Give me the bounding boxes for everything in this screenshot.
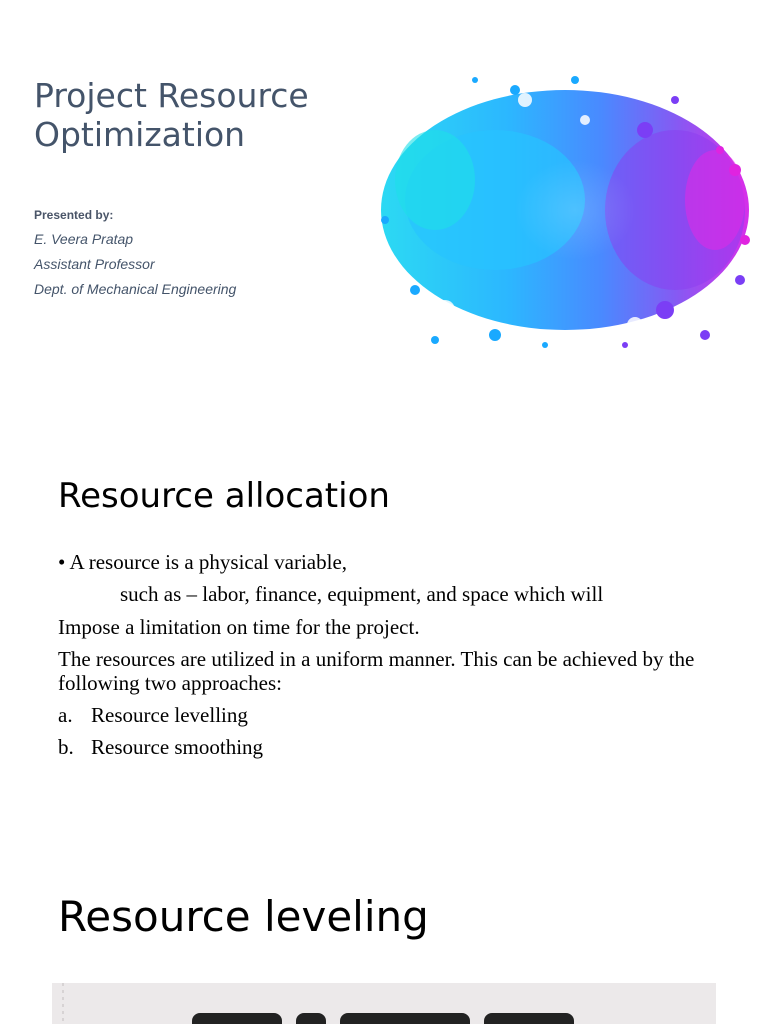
- title-line-1: Project Resource: [34, 76, 309, 115]
- list-item: [58, 703, 728, 727]
- list-text: Resource smoothing: [91, 735, 264, 759]
- list-marker: b.: [58, 735, 74, 759]
- body-line-4: The resources are utilized in a uniform manner. This can be achieved by the following two approaches:: [58, 647, 695, 695]
- body-line-2: such as – labor, finance, equipment, and space which will: [120, 582, 604, 606]
- list-text: Resource levelling: [91, 703, 248, 727]
- title-slide: [0, 0, 768, 410]
- embedded-image-panel: [52, 983, 716, 1024]
- body-line-3: Impose a limitation on time for the project.: [58, 615, 420, 639]
- panel-edge: [62, 983, 64, 1024]
- slide-heading: Resource leveling: [58, 892, 429, 941]
- title-line-2: Optimization: [34, 115, 246, 154]
- presenter-name: E. Veera Pratap: [34, 231, 134, 247]
- list-item: [58, 735, 728, 759]
- presenter-role: Assistant Professor: [34, 256, 155, 272]
- paint-splash-image: [375, 60, 755, 360]
- resource-leveling-slide: [0, 810, 768, 1024]
- body-line-1: A resource is a physical variable,: [69, 550, 348, 574]
- resource-allocation-slide: [0, 410, 768, 810]
- presented-by-label: Presented by:: [34, 208, 114, 222]
- bullet-marker: •: [58, 550, 66, 574]
- cropped-heading-text: [192, 1013, 582, 1024]
- slide-heading: Resource allocation: [58, 476, 390, 516]
- list-marker: a.: [58, 703, 73, 727]
- bullet-line: [58, 550, 728, 574]
- presentation-title: [34, 76, 309, 154]
- presenter-department: Dept. of Mechanical Engineering: [34, 281, 237, 297]
